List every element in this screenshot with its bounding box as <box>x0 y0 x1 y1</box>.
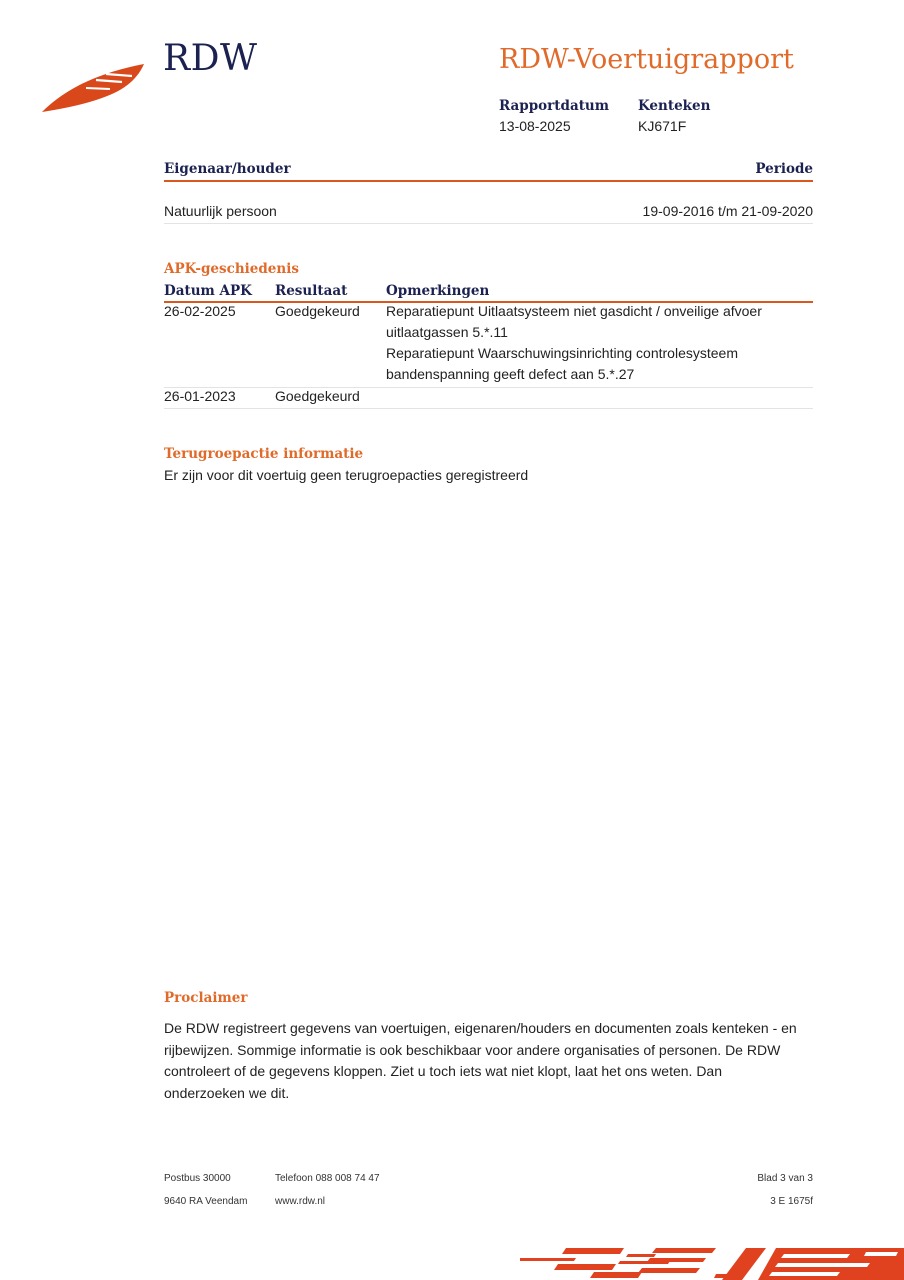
rapportdatum-label: Rapportdatum <box>499 98 610 114</box>
apk-result: Goedgekeurd <box>275 388 360 404</box>
footer-address: 9640 RA Veendam <box>164 1196 248 1207</box>
apk-header-remarks: Opmerkingen <box>386 283 490 299</box>
period-value: 19-09-2016 t/m 21-09-2020 <box>642 203 813 219</box>
rdw-logo-icon <box>40 58 148 114</box>
owner-value: Natuurlijk persoon <box>164 203 277 219</box>
apk-remark: Reparatiepunt Waarschuwingsinrichting controlesysteem bandenspanning geeft defect aan 5.*.27 <box>386 345 738 382</box>
table-row <box>164 301 813 387</box>
footer-code: 3 E 1675f <box>770 1196 813 1207</box>
footer-postbus: Postbus 30000 <box>164 1173 231 1184</box>
rapportdatum-value: 13-08-2025 <box>499 118 571 134</box>
footer-website[interactable]: www.rdw.nl <box>275 1196 326 1207</box>
apk-row-divider <box>164 408 813 409</box>
apk-header-result: Resultaat <box>275 283 348 299</box>
proclaimer-title: Proclaimer <box>164 990 248 1006</box>
logo-text: RDW <box>163 38 258 79</box>
table-row <box>164 386 813 408</box>
apk-remarks <box>386 301 806 385</box>
apk-header-date: Datum APK <box>164 283 252 299</box>
recall-section-title: Terugroepactie informatie <box>164 446 364 462</box>
kenteken-label: Kenteken <box>638 98 711 114</box>
footer-stripes-icon <box>520 1244 904 1280</box>
apk-remark: Reparatiepunt Uitlaatsysteem niet gasdicht / onveilige afvoer uitlaatgassen 5.*.11 <box>386 303 762 340</box>
proclaimer-text: De RDW registreert gegevens van voertuigen, eigenaren/houders en documenten zoals kenteken - en rijbewijzen. Sommige informatie is ook beschikbaar voor andere organisaties of personen. De RDW controleert of de gegevens kloppen. Ziet u toch iets wat niet klopt, laat het ons weten. Dan onderzoeken we dit. <box>164 1020 797 1101</box>
owner-row-divider <box>164 223 813 224</box>
kenteken-value: KJ671F <box>638 118 687 134</box>
apk-date: 26-01-2023 <box>164 388 236 404</box>
apk-section-title: APK-geschiedenis <box>164 261 299 277</box>
apk-result: Goedgekeurd <box>275 303 360 319</box>
footer-telefoon: Telefoon 088 008 74 47 <box>275 1173 380 1184</box>
footer-page-number: Blad 3 van 3 <box>757 1173 813 1184</box>
owner-column-label: Eigenaar/houder <box>164 161 291 177</box>
apk-date: 26-02-2025 <box>164 303 236 319</box>
period-column-label: Periode <box>755 161 813 177</box>
recall-text: Er zijn voor dit voertuig geen terugroepacties geregistreerd <box>164 467 529 483</box>
owner-header-divider <box>164 180 813 182</box>
page-title: RDW-Voertuigrapport <box>499 44 794 75</box>
